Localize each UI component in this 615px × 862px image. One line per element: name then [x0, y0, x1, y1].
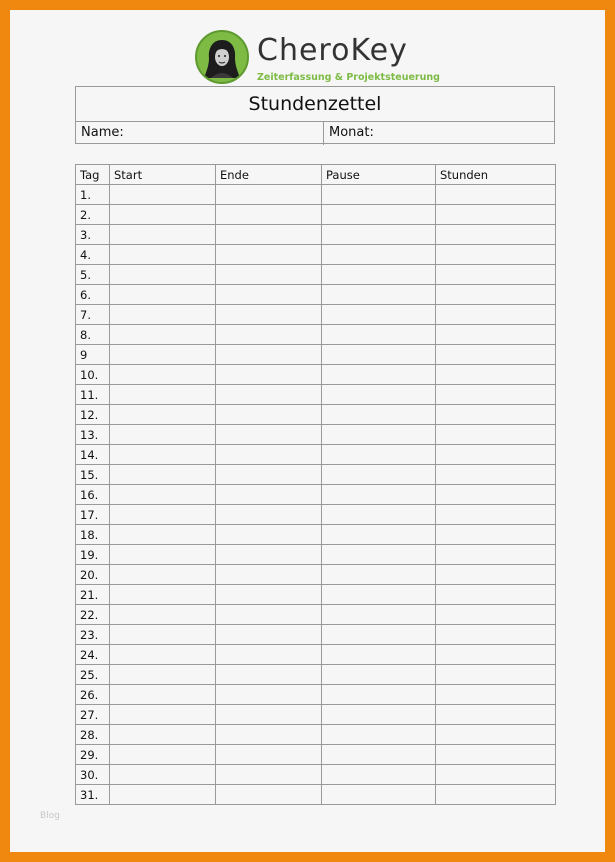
stunden-cell[interactable]	[436, 285, 556, 305]
table-row	[76, 445, 556, 465]
start-cell[interactable]	[110, 525, 216, 545]
pause-cell[interactable]	[322, 345, 436, 365]
start-cell[interactable]	[110, 485, 216, 505]
cherokey-logo	[195, 30, 440, 86]
pause-cell[interactable]	[322, 425, 436, 445]
stunden-cell[interactable]	[436, 305, 556, 325]
day-cell: 28.	[76, 725, 110, 745]
ende-cell[interactable]	[216, 305, 322, 325]
ende-cell[interactable]	[216, 185, 322, 205]
start-cell[interactable]	[110, 545, 216, 565]
ende-cell[interactable]	[216, 325, 322, 345]
ende-cell[interactable]	[216, 505, 322, 525]
pause-cell[interactable]	[322, 285, 436, 305]
day-cell: 5.	[76, 265, 110, 285]
stunden-cell[interactable]	[436, 485, 556, 505]
start-cell[interactable]	[110, 685, 216, 705]
stunden-cell[interactable]	[436, 745, 556, 765]
table-row	[76, 685, 556, 705]
pause-cell[interactable]	[322, 265, 436, 285]
day-cell: 12.	[76, 405, 110, 425]
table-row	[76, 705, 556, 725]
stunden-cell[interactable]	[436, 585, 556, 605]
name-field[interactable]: Name:	[76, 122, 324, 145]
day-cell: 10.	[76, 365, 110, 385]
start-cell[interactable]	[110, 205, 216, 225]
day-cell: 11.	[76, 385, 110, 405]
stunden-cell[interactable]	[436, 465, 556, 485]
start-cell[interactable]	[110, 425, 216, 445]
day-cell: 21.	[76, 585, 110, 605]
ende-cell[interactable]	[216, 665, 322, 685]
start-cell[interactable]	[110, 765, 216, 785]
start-cell[interactable]	[110, 505, 216, 525]
form-title: Stundenzettel	[76, 87, 554, 122]
start-cell[interactable]	[110, 345, 216, 365]
day-cell: 18.	[76, 525, 110, 545]
ende-cell[interactable]	[216, 565, 322, 585]
table-row	[76, 505, 556, 525]
table-row	[76, 285, 556, 305]
pause-cell[interactable]	[322, 465, 436, 485]
header-ende: Ende	[216, 165, 322, 185]
start-cell[interactable]	[110, 405, 216, 425]
pause-cell[interactable]	[322, 305, 436, 325]
table-row	[76, 725, 556, 745]
stunden-cell[interactable]	[436, 365, 556, 385]
pause-cell[interactable]	[322, 445, 436, 465]
table-row	[76, 765, 556, 785]
ende-cell[interactable]	[216, 585, 322, 605]
start-cell[interactable]	[110, 265, 216, 285]
day-cell: 6.	[76, 285, 110, 305]
portrait-icon	[195, 30, 249, 84]
stunden-cell[interactable]	[436, 565, 556, 585]
stunden-cell[interactable]	[436, 325, 556, 345]
start-cell[interactable]	[110, 445, 216, 465]
stunden-cell[interactable]	[436, 505, 556, 525]
ende-cell[interactable]	[216, 605, 322, 625]
table-row	[76, 585, 556, 605]
day-cell: 14.	[76, 445, 110, 465]
pause-cell[interactable]	[322, 645, 436, 665]
day-cell: 15.	[76, 465, 110, 485]
pause-cell[interactable]	[322, 685, 436, 705]
stunden-cell[interactable]	[436, 685, 556, 705]
pause-cell[interactable]	[322, 225, 436, 245]
ende-cell[interactable]	[216, 705, 322, 725]
pause-cell[interactable]	[322, 205, 436, 225]
table-row	[76, 245, 556, 265]
ende-cell[interactable]	[216, 385, 322, 405]
pause-cell[interactable]	[322, 605, 436, 625]
table-row	[76, 305, 556, 325]
ende-cell[interactable]	[216, 285, 322, 305]
table-row	[76, 745, 556, 765]
ende-cell[interactable]	[216, 785, 322, 805]
stunden-cell[interactable]	[436, 265, 556, 285]
pause-cell[interactable]	[322, 665, 436, 685]
table-row	[76, 385, 556, 405]
table-row	[76, 545, 556, 565]
ende-cell[interactable]	[216, 445, 322, 465]
ende-cell[interactable]	[216, 345, 322, 365]
day-cell: 19.	[76, 545, 110, 565]
day-cell: 22.	[76, 605, 110, 625]
ende-cell[interactable]	[216, 765, 322, 785]
stunden-cell[interactable]	[436, 225, 556, 245]
start-cell[interactable]	[110, 225, 216, 245]
day-cell: 8.	[76, 325, 110, 345]
stunden-cell[interactable]	[436, 245, 556, 265]
table-row	[76, 625, 556, 645]
day-cell: 17.	[76, 505, 110, 525]
table-row	[76, 605, 556, 625]
start-cell[interactable]	[110, 365, 216, 385]
ende-cell[interactable]	[216, 245, 322, 265]
ende-cell[interactable]	[216, 465, 322, 485]
day-cell: 9	[76, 345, 110, 365]
ende-cell[interactable]	[216, 425, 322, 445]
pause-cell[interactable]	[322, 185, 436, 205]
form-header	[75, 86, 555, 144]
stunden-cell[interactable]	[436, 625, 556, 645]
pause-cell[interactable]	[322, 325, 436, 345]
start-cell[interactable]	[110, 185, 216, 205]
table-row	[76, 525, 556, 545]
table-row	[76, 785, 556, 805]
stunden-cell[interactable]	[436, 665, 556, 685]
stunden-cell[interactable]	[436, 185, 556, 205]
pause-cell[interactable]	[322, 585, 436, 605]
table-row	[76, 565, 556, 585]
day-cell: 26.	[76, 685, 110, 705]
day-cell: 31.	[76, 785, 110, 805]
day-cell: 1.	[76, 185, 110, 205]
stunden-cell[interactable]	[436, 425, 556, 445]
table-row	[76, 645, 556, 665]
day-cell: 27.	[76, 705, 110, 725]
brand-name: CheroKey	[257, 33, 408, 68]
table-row	[76, 365, 556, 385]
ende-cell[interactable]	[216, 365, 322, 385]
start-cell[interactable]	[110, 785, 216, 805]
pause-cell[interactable]	[322, 705, 436, 725]
ende-cell[interactable]	[216, 545, 322, 565]
table-row	[76, 425, 556, 445]
start-cell[interactable]	[110, 245, 216, 265]
start-cell[interactable]	[110, 665, 216, 685]
table-row	[76, 665, 556, 685]
pause-cell[interactable]	[322, 625, 436, 645]
start-cell[interactable]	[110, 285, 216, 305]
day-cell: 3.	[76, 225, 110, 245]
start-cell[interactable]	[110, 745, 216, 765]
table-row	[76, 265, 556, 285]
pause-cell[interactable]	[322, 785, 436, 805]
pause-cell[interactable]	[322, 725, 436, 745]
start-cell[interactable]	[110, 565, 216, 585]
stunden-cell[interactable]	[436, 545, 556, 565]
table-row	[76, 465, 556, 485]
pause-cell[interactable]	[322, 545, 436, 565]
stunden-cell[interactable]	[436, 345, 556, 365]
start-cell[interactable]	[110, 305, 216, 325]
start-cell[interactable]	[110, 385, 216, 405]
start-cell[interactable]	[110, 625, 216, 645]
table-row	[76, 205, 556, 225]
day-cell: 4.	[76, 245, 110, 265]
stunden-cell[interactable]	[436, 385, 556, 405]
pause-cell[interactable]	[322, 245, 436, 265]
ende-cell[interactable]	[216, 405, 322, 425]
pause-cell[interactable]	[322, 485, 436, 505]
table-row	[76, 325, 556, 345]
ende-cell[interactable]	[216, 525, 322, 545]
pause-cell[interactable]	[322, 405, 436, 425]
stunden-cell[interactable]	[436, 725, 556, 745]
header-pause: Pause	[322, 165, 436, 185]
pause-cell[interactable]	[322, 365, 436, 385]
stunden-cell[interactable]	[436, 605, 556, 625]
stunden-cell[interactable]	[436, 765, 556, 785]
start-cell[interactable]	[110, 325, 216, 345]
pause-cell[interactable]	[322, 565, 436, 585]
timesheet-page	[10, 10, 605, 852]
day-cell: 16.	[76, 485, 110, 505]
table-row	[76, 485, 556, 505]
header-tag: Tag	[76, 165, 110, 185]
start-cell[interactable]	[110, 605, 216, 625]
pause-cell[interactable]	[322, 745, 436, 765]
start-cell[interactable]	[110, 465, 216, 485]
day-cell: 29.	[76, 745, 110, 765]
stunden-cell[interactable]	[436, 525, 556, 545]
day-cell: 7.	[76, 305, 110, 325]
day-cell: 13.	[76, 425, 110, 445]
stunden-cell[interactable]	[436, 785, 556, 805]
table-header-row	[76, 165, 556, 185]
start-cell[interactable]	[110, 705, 216, 725]
day-cell: 2.	[76, 205, 110, 225]
start-cell[interactable]	[110, 585, 216, 605]
month-field[interactable]: Monat:	[329, 125, 374, 140]
header-stunden: Stunden	[436, 165, 556, 185]
start-cell[interactable]	[110, 645, 216, 665]
stunden-cell[interactable]	[436, 405, 556, 425]
pause-cell[interactable]	[322, 525, 436, 545]
timesheet-table	[75, 164, 556, 805]
table-row	[76, 345, 556, 365]
header-start: Start	[110, 165, 216, 185]
stunden-cell[interactable]	[436, 205, 556, 225]
pause-cell[interactable]	[322, 385, 436, 405]
stunden-cell[interactable]	[436, 645, 556, 665]
day-cell: 23.	[76, 625, 110, 645]
ende-cell[interactable]	[216, 685, 322, 705]
pause-cell[interactable]	[322, 505, 436, 525]
pause-cell[interactable]	[322, 765, 436, 785]
stunden-cell[interactable]	[436, 705, 556, 725]
ende-cell[interactable]	[216, 485, 322, 505]
day-cell: 30.	[76, 765, 110, 785]
stunden-cell[interactable]	[436, 445, 556, 465]
watermark: Blog	[40, 811, 60, 821]
table-row	[76, 405, 556, 425]
start-cell[interactable]	[110, 725, 216, 745]
table-row	[76, 185, 556, 205]
ende-cell[interactable]	[216, 745, 322, 765]
ende-cell[interactable]	[216, 225, 322, 245]
day-cell: 24.	[76, 645, 110, 665]
table-row	[76, 225, 556, 245]
brand-tagline: Zeiterfassung & Projektsteuerung	[257, 72, 440, 83]
ende-cell[interactable]	[216, 205, 322, 225]
ende-cell[interactable]	[216, 265, 322, 285]
ende-cell[interactable]	[216, 725, 322, 745]
day-cell: 25.	[76, 665, 110, 685]
day-cell: 20.	[76, 565, 110, 585]
ende-cell[interactable]	[216, 625, 322, 645]
ende-cell[interactable]	[216, 645, 322, 665]
